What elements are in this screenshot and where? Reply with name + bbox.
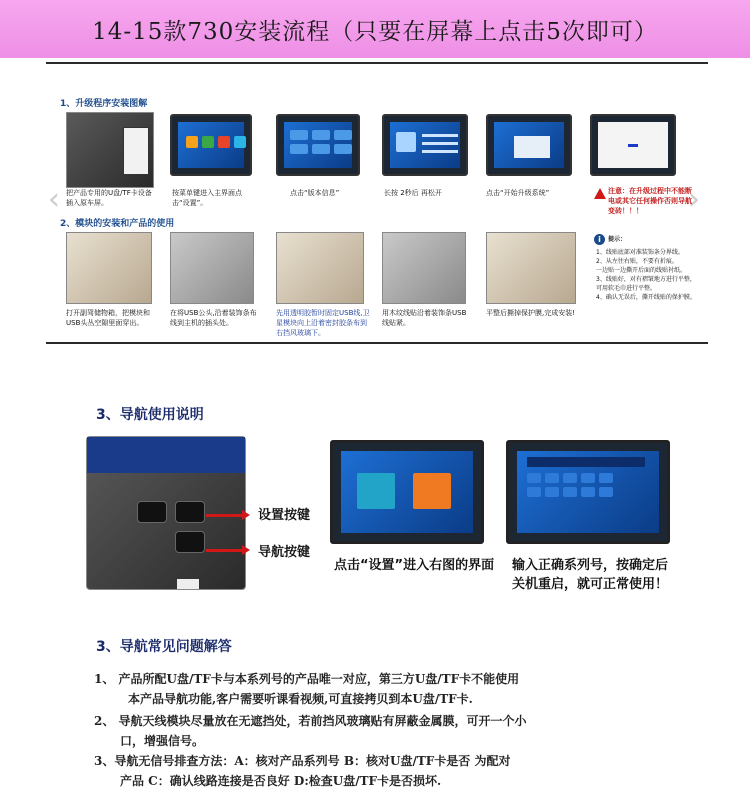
head-unit-photo — [86, 436, 246, 590]
info-icon: i — [594, 234, 605, 245]
tip-3: 一边贴一边撕开后面的线贴衬纸。 — [596, 267, 687, 274]
usb-wiring-photo — [170, 232, 254, 304]
antenna-photo — [276, 232, 364, 304]
tip-2: 2、从左往右贴，不要有折痕。 — [596, 258, 678, 265]
install-caption-4: 用木纹线贴沿着装饰条USB线贴紧。 — [382, 309, 467, 327]
step5-caption: 点击“开始升级系统” — [486, 189, 550, 197]
serial-entry-screen — [506, 440, 670, 544]
step3-caption: 点击“版本信息” — [290, 189, 340, 197]
car-console-photo — [66, 112, 154, 188]
faq-line-2: 本产品导航功能,客户需要听课看视频,可直接拷贝到本U盘/TF卡. — [128, 692, 473, 706]
faq-line-3: 2、 导航天线模块尽量放在无遮挡处，若前挡风玻璃贴有屏蔽金属膜，可开一个小 — [94, 714, 527, 728]
wood-trim-photo — [382, 232, 466, 304]
settings-key-label: 设置按键 — [258, 508, 311, 523]
nav-key-label: 导航按键 — [258, 545, 311, 560]
tip-4: 3、线贴好，对有褶皱地方进行平整，可用软毛巾进行平整。 — [596, 276, 696, 292]
faq-title: 3、导航常见问题解答 — [96, 639, 232, 655]
warning-icon — [594, 188, 606, 199]
tip-1: 1、线贴底部对准装饰条分界线。 — [596, 249, 684, 256]
prev-arrow-icon: ‹ — [48, 182, 60, 217]
settings-caption: 点击“设置”进入右图的界面 — [334, 558, 495, 573]
serial-caption: 输入正确系列号，按确定后关机重启，就可正常使用！ — [512, 558, 669, 592]
finished-photo — [486, 232, 576, 304]
settings-screen — [276, 114, 360, 176]
upgrade-heading: 1、升级程序安装图解 — [60, 99, 148, 109]
start-upgrade-screen — [486, 114, 572, 176]
settings-menu-screen — [330, 440, 484, 544]
faq-line-6: 产品 C：确认线路连接是否良好 D:检查U盘/TF卡是否损坏. — [120, 774, 442, 788]
glovebox-photo — [66, 232, 152, 304]
install-caption-3: 先用透明胶暂时固定USB线,卫星模块向上沿着密封胶条布到右挡风玻璃下。 — [276, 309, 370, 337]
install-caption-5: 平整后撕掉保护膜,完成安装! — [486, 309, 576, 317]
nav-usage-title: 3、导航使用说明 — [96, 407, 204, 423]
faq-line-5: 3、导航无信号排查方法：A：核对产品系列号 B：核对U盘/TF卡是否 为配对 — [94, 754, 511, 768]
title-banner — [0, 0, 750, 58]
faq-line-4: 口，增强信号。 — [120, 734, 205, 748]
version-info-screen — [382, 114, 468, 176]
step4-caption: 长按 2秒后 再松开 — [384, 189, 442, 197]
step2-caption: 按菜单键进入主界面点击“设置”。 — [172, 189, 242, 207]
tip-5: 4、确认无误后，撕开线贴的保护膜。 — [596, 294, 696, 301]
nav-key-arrow — [206, 549, 244, 552]
settings-key-arrow — [206, 514, 244, 517]
faq-line-1: 1、 产品所配U盘/TF卡与本系列号的产品唯一对应，第三方U盘/TF卡不能使用 — [94, 672, 520, 686]
tips-title: 提示： — [608, 236, 627, 243]
upgrading-screen — [590, 114, 676, 176]
step1-caption: 把产品专用的U盘/TF卡设备插入原车屏。 — [66, 189, 152, 207]
next-arrow-icon: › — [688, 182, 700, 217]
upgrade-warning: 注意：在升级过程中不能断电或其它任何操作否则导航变砖！！！ — [608, 187, 692, 215]
module-heading: 2、模块的安装和产品的使用 — [60, 219, 175, 229]
install-caption-1: 打开副驾储物箱，把模块和USB头丛空隙里面穿出。 — [66, 309, 150, 327]
install-steps-panel — [46, 62, 708, 344]
main-menu-screen — [170, 114, 252, 176]
install-caption-2: 在将USB公头,沿着装饰条布线到主机的插头处。 — [170, 309, 257, 327]
page-title: 14-15款730安装流程（只要在屏幕上点击5次即可） — [92, 18, 658, 45]
